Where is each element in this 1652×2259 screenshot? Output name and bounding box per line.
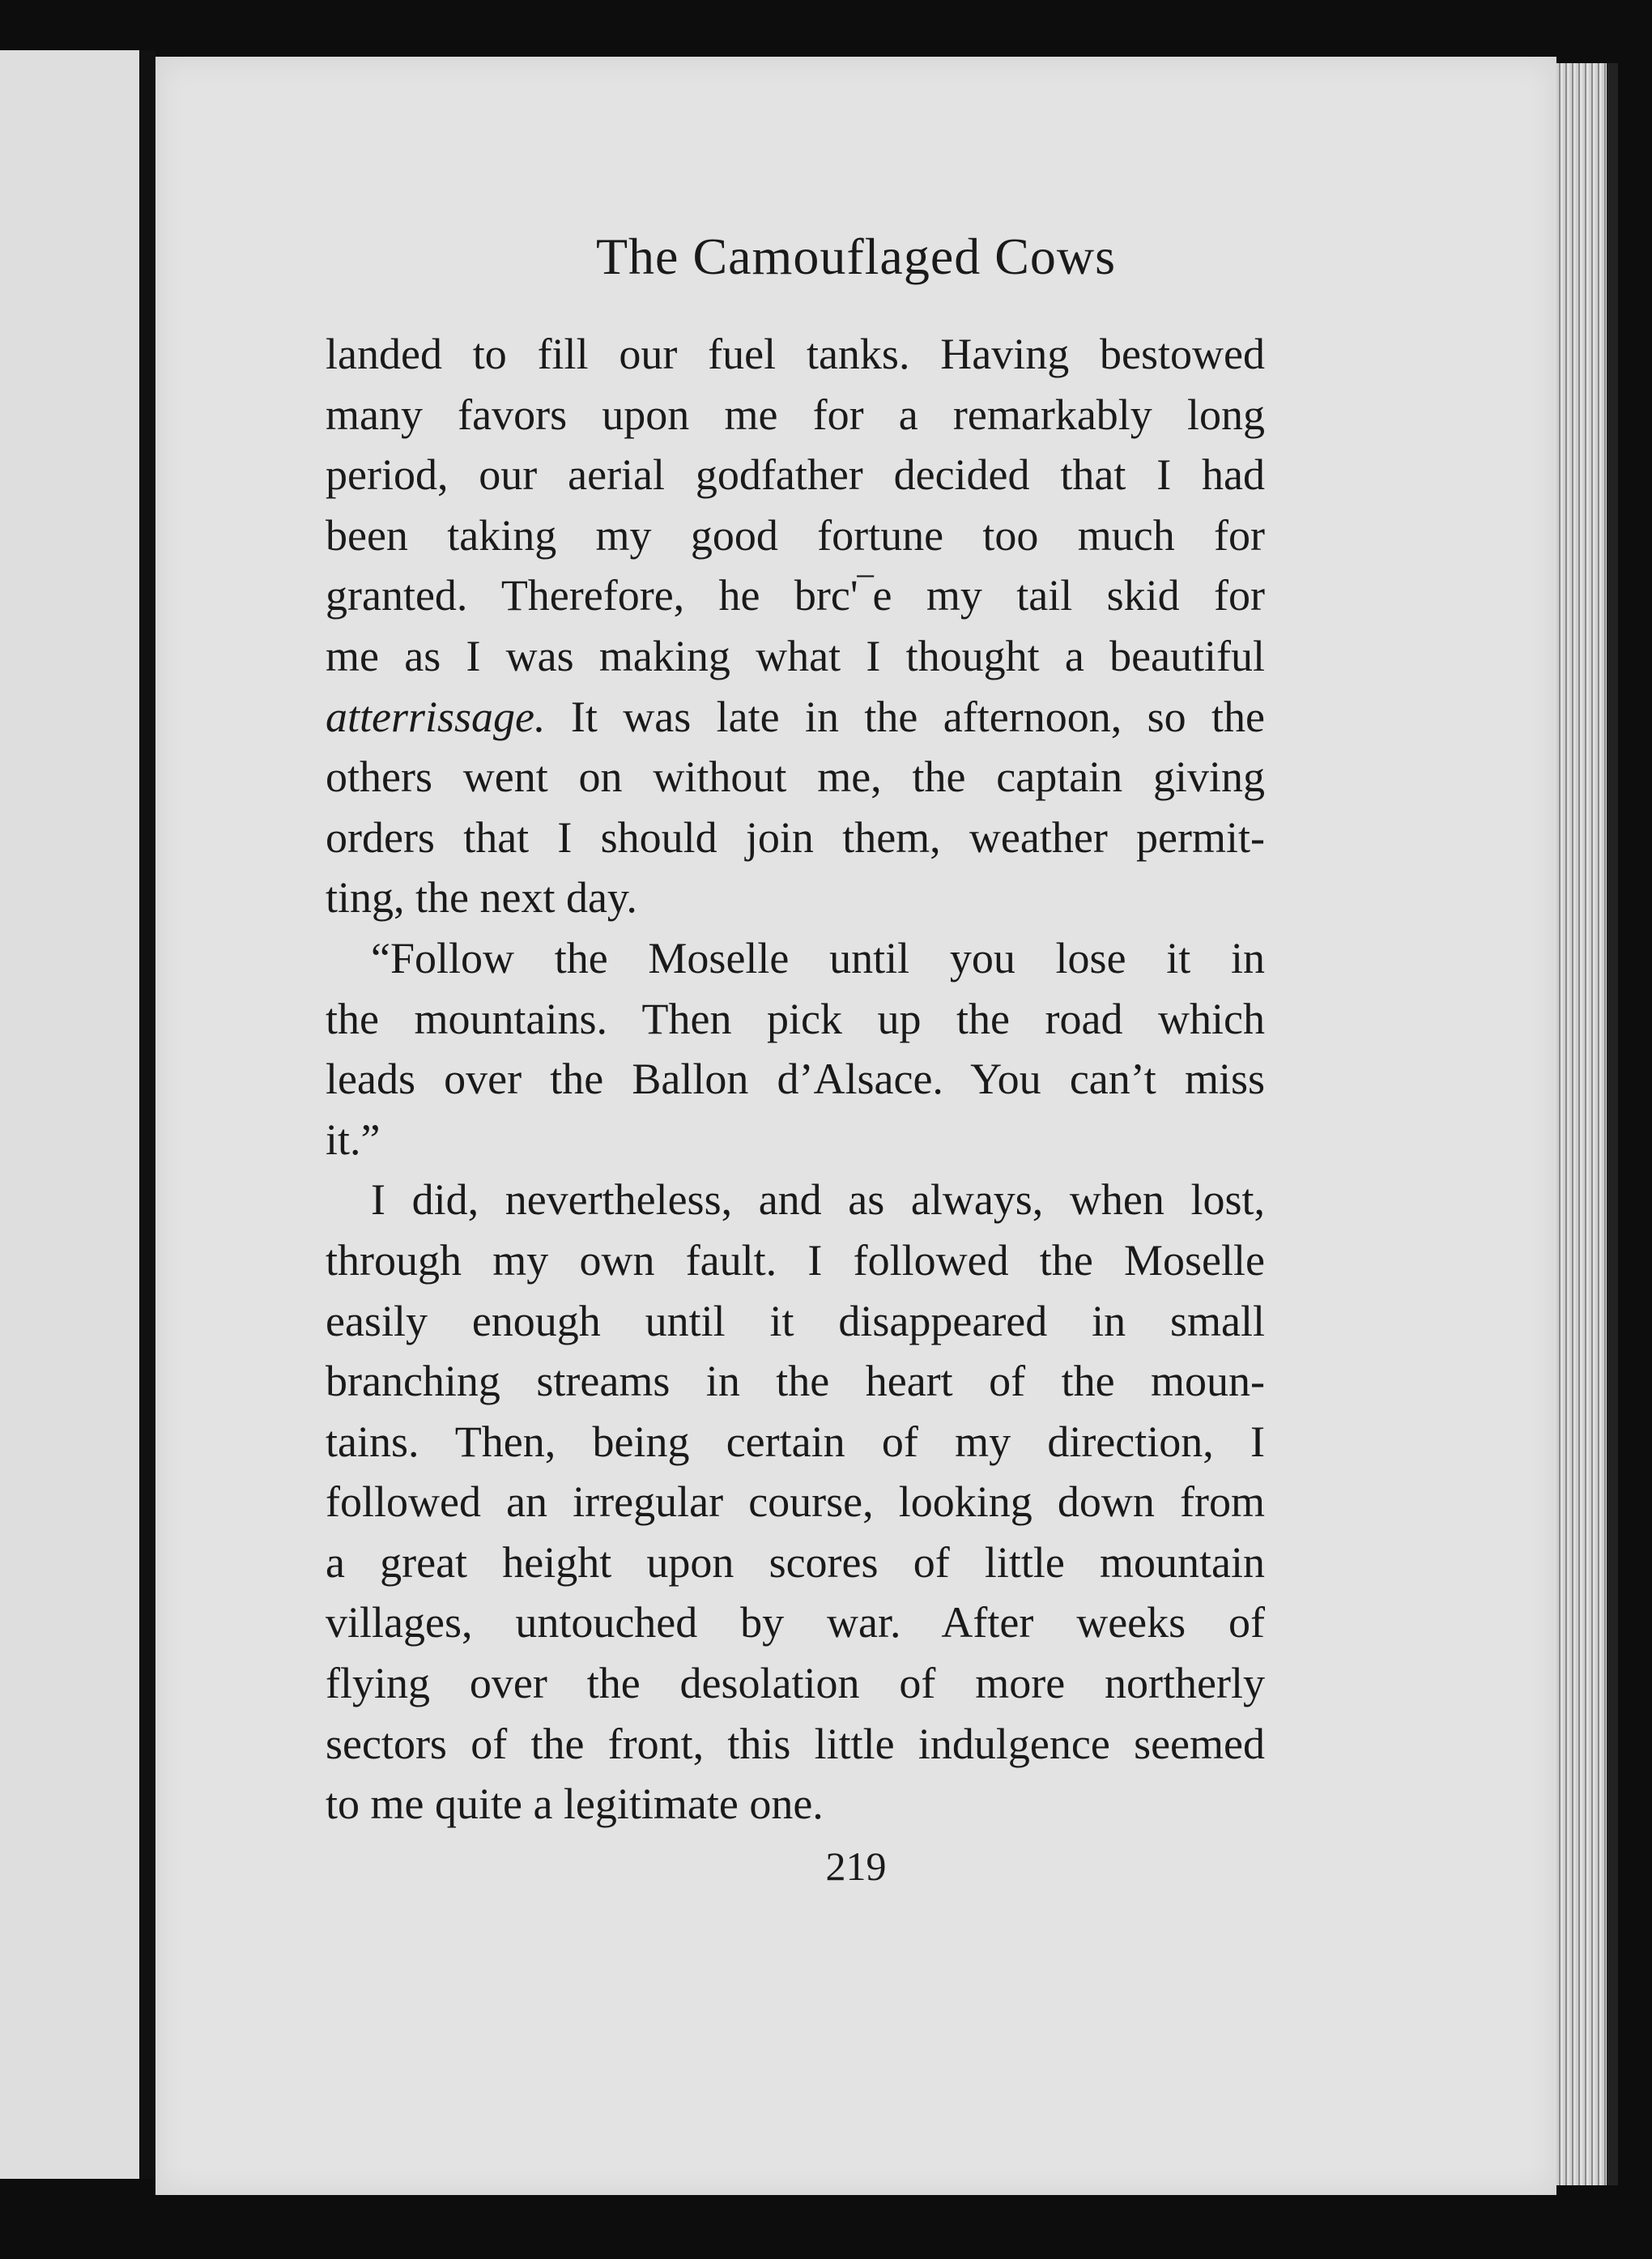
text-line <box>326 1532 1265 1593</box>
text-line <box>326 867 1265 928</box>
line-text: villages, untouched by war. After weeks of <box>326 1598 1265 1647</box>
text-line <box>326 1592 1265 1653</box>
facing-page <box>0 50 155 2179</box>
page-edges <box>1556 63 1607 2185</box>
line-text: landed to fill our fuel tanks. Having bestowed <box>326 330 1265 378</box>
line-text: branching streams in the heart of the moun- <box>326 1357 1265 1406</box>
text-line <box>326 687 1265 748</box>
text-line <box>326 747 1265 808</box>
line-text: sectors of the front, this little indulgence seemed <box>326 1719 1265 1768</box>
text-line <box>326 928 1265 989</box>
line-text: “Follow the Moselle until you lose it in <box>371 933 1265 982</box>
line-text: tains. Then, being certain of my direction, I <box>326 1417 1265 1466</box>
text-line <box>326 1291 1265 1352</box>
book-cover-edge <box>1607 63 1618 2185</box>
text-line <box>326 626 1265 687</box>
line-text: followed an irregular course, looking down from <box>326 1477 1265 1527</box>
text-line <box>326 808 1265 868</box>
line-text: others went on without me, the captain giving <box>326 752 1265 802</box>
text-line <box>326 1049 1265 1110</box>
line-text: period, our aerial godfather decided that I had <box>326 450 1265 500</box>
line-text: easily enough until it disappeared in small <box>326 1296 1265 1345</box>
text-line <box>326 1774 1265 1835</box>
line-text: a great height upon scores of little mountain <box>326 1537 1265 1587</box>
text-line <box>326 565 1265 626</box>
line-text: granted. Therefore, he brc'‾e my tail skid for <box>326 571 1265 620</box>
line-text: me as I was making what I thought a beautiful <box>326 631 1265 680</box>
italic-word: atterrissage. <box>326 692 546 741</box>
text-line <box>326 385 1265 445</box>
text-line <box>326 324 1265 385</box>
text-line <box>326 505 1265 566</box>
text-line <box>326 1351 1265 1412</box>
text-line <box>326 1110 1265 1170</box>
text-line <box>326 445 1265 505</box>
line-text: the mountains. Then pick up the road which <box>326 994 1265 1043</box>
text-line <box>326 1653 1265 1714</box>
line-text: leads over the Ballon d’Alsace. You can’t miss <box>326 1055 1265 1104</box>
page-number: 219 <box>825 1843 887 1889</box>
gutter-shadow <box>139 50 155 2179</box>
running-head: The Camouflaged Cows <box>595 228 1117 285</box>
text-line <box>326 1714 1265 1775</box>
line-text: flying over the desolation of more northerly <box>326 1659 1265 1708</box>
line-text: been taking my good fortune too much for <box>326 510 1265 560</box>
line-text: ting, the next day. <box>326 873 637 923</box>
text-line <box>326 1412 1265 1473</box>
line-text: it.” <box>326 1115 381 1164</box>
line-text: many favors upon me for a remarkably long <box>326 390 1265 439</box>
text-line <box>326 1170 1265 1230</box>
body-text <box>326 324 1265 1835</box>
text-line <box>326 1472 1265 1532</box>
text-line <box>326 1230 1265 1291</box>
line-text: It was late in the afternoon, so the <box>545 692 1265 741</box>
line-text: orders that I should join them, weather permit- <box>326 812 1265 862</box>
line-text: to me quite a legitimate one. <box>326 1779 824 1829</box>
line-text: through my own fault. I followed the Moselle <box>326 1235 1265 1285</box>
line-text: I did, nevertheless, and as always, when lost, <box>371 1175 1265 1225</box>
text-line <box>326 989 1265 1050</box>
